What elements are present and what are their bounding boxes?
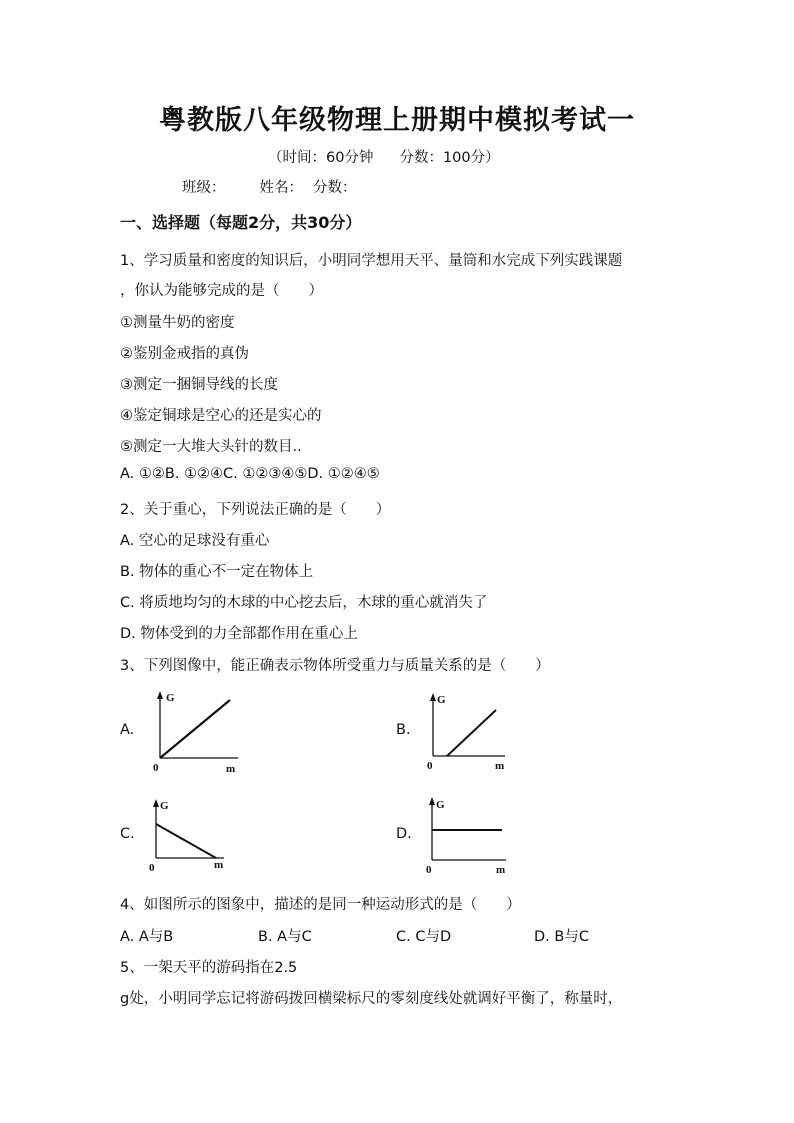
graph-a-label: A. [120, 722, 135, 738]
q4-option-c: C. C与D [396, 929, 452, 945]
axis-m-label: m [214, 859, 224, 871]
q1-stem-line2: ，你认为能够完成的是（ ） [120, 283, 323, 299]
graph-a [150, 688, 250, 776]
q4-option-a: A. A与B [120, 929, 174, 945]
exam-title: 粤教版八年级物理上册期中模拟考试一 [159, 105, 635, 136]
student-info [182, 176, 357, 197]
axis-g-label: G [437, 694, 446, 706]
name-label: 姓名： [259, 180, 303, 196]
q1-options: A. ①②B. ①②④C. ①②③④⑤D. ①②④⑤ [120, 466, 380, 482]
exam-info [268, 146, 500, 167]
axis-m-label: m [495, 760, 505, 772]
q3-stem: 3、下列图像中，能正确表示物体所受重力与质量关系的是（ ） [120, 658, 550, 674]
q1-item: ②鉴别金戒指的真伪 [120, 346, 249, 362]
exam-score: 分数：100分） [399, 150, 500, 166]
exam-time: （时间：60分钟 [268, 150, 374, 166]
axis-g-label: G [160, 800, 169, 812]
graph-c [148, 796, 238, 878]
graph-b-label: B. [396, 722, 411, 738]
graph-d-label: D. [396, 826, 412, 842]
origin-label: 0 [427, 760, 433, 772]
q2-option-b: B. 物体的重心不一定在物体上 [120, 564, 314, 580]
origin-label: 0 [153, 762, 159, 774]
q2-stem: 2、关于重心，下列说法正确的是（ ） [120, 502, 391, 518]
q5-stem-line2: g处，小明同学忘记将游码拨回横梁标尺的零刻度线处就调好平衡了，称量时， [120, 991, 623, 1007]
graph-d [424, 794, 514, 878]
graph-b [425, 690, 515, 774]
origin-label: 0 [149, 862, 155, 874]
axis-m-label: m [226, 763, 236, 775]
q1-item: ①测量牛奶的密度 [120, 315, 235, 331]
origin-label: 0 [426, 864, 432, 876]
q4-option-d: D. B与C [534, 929, 589, 945]
q2-option-d: D. 物体受到的力全部都作用在重心上 [120, 626, 358, 642]
section-heading: 一、选择题（每题2分，共30分） [120, 213, 362, 232]
q1-item: ④鉴定铜球是空心的还是实心的 [120, 408, 322, 424]
graph-c-label: C. [120, 826, 135, 842]
axis-g-label: G [166, 692, 175, 704]
score-label: 分数： [313, 180, 357, 196]
q2-option-a: A. 空心的足球没有重心 [120, 533, 270, 549]
q1-stem-line1: 1、学习质量和密度的知识后，小明同学想用天平、量筒和水完成下列实践课题 [120, 253, 623, 269]
class-label: 班级： [182, 180, 226, 196]
q4-stem: 4、如图所示的图象中，描述的是同一种运动形式的是（ ） [120, 897, 521, 913]
axis-g-label: G [436, 799, 445, 811]
q4-option-b: B. A与C [258, 929, 312, 945]
q5-stem-line1: 5、一架天平的游码指在2.5 [120, 960, 298, 976]
axis-m-label: m [496, 864, 506, 876]
q1-item: ③测定一捆铜导线的长度 [120, 377, 278, 393]
q1-item: ⑤测定一大堆大头针的数目.. [120, 439, 302, 455]
q2-option-c: C. 将质地均匀的木球的中心挖去后，木球的重心就消失了 [120, 595, 488, 611]
